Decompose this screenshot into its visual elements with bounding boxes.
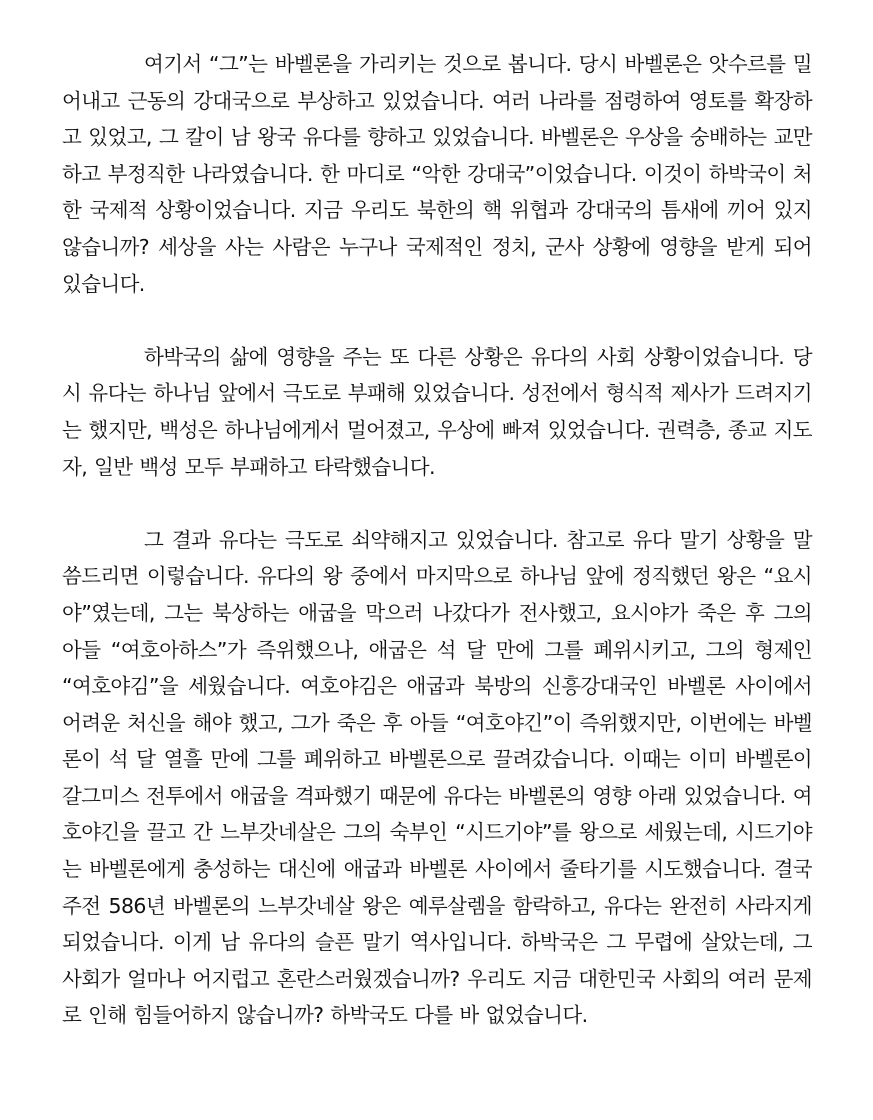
paragraph-judah-society: 하박국의 삶에 영향을 주는 또 다른 상황은 유다의 사회 상황이었습니다. 당시 유다는 하나님 앞에서 극도로 부패해 있었습니다. 성전에서 형식적 제사가 드려지기는 했지만, 백성은 하나님에게서 멀어졌고, 우상에 빠져 있었습니다. 권력층, 종교 지도자, 일반 백성 모두 부패하고 타락했습니다. xyxy=(62,344,812,479)
document-body xyxy=(62,46,812,1034)
paragraph-judah-last-days: 그 결과 유다는 극도로 쇠약해지고 있었습니다. 참고로 유다 말기 상황을 말씀드리면 이렇습니다. 유다의 왕 중에서 마지막으로 하나님 앞에 정직했던 왕은 “요시야”였는데, 그는 북상하는 애굽을 막으러 나갔다가 전사했고, 요시야가 죽은 후 그의 아들 “여호아하스”가 즉위했으나, 애굽은 석 달 만에 그를 폐위시키고, 그의 형제인 “여호야김”을 세웠습니다. 여호야김은 애굽과 북방의 신흥강대국인 바벨론 사이에서 어려운 처신을 해야 했고, 그가 죽은 후 아들 “여호야긴”이 즉위했지만, 이번에는 바벨론이 석 달 열흘 만에 그를 폐위하고 바벨론으로 끌려갔습니다. 이때는 이미 바벨론이 갈그미스 전투에서 애굽을 격파했기 때문에 유다는 바벨론의 영향 아래 있었습니다. 여호야긴을 끌고 간 느부갓네살은 그의 숙부인 “시드기야”를 왕으로 세웠는데, 시드기야는 바벨론에게 충성하는 대신에 애굽과 바벨론 사이에서 줄타기를 시도했습니다. 결국 주전 586년 바벨론의 느부갓네살 왕은 예루살렘을 함락하고, 유다는 완전히 사라지게 되었습니다. 이게 남 유다의 슬픈 말기 역사입니다. 하박국은 그 무렵에 살았는데, 그 사회가 얼마나 어지럽고 혼란스러웠겠습니까? 우리도 지금 대한민국 사회의 여러 문제로 인해 힘들어하지 않습니까? 하박국도 다를 바 없었습니다. xyxy=(62,527,812,1028)
paragraph-babylon-international: 여기서 “그”는 바벨론을 가리키는 것으로 봅니다. 당시 바벨론은 앗수르를 밀어내고 근동의 강대국으로 부상하고 있었습니다. 여러 나라를 점령하여 영토를 확장하고 있었고, 그 칼이 남 왕국 유다를 향하고 있었습니다. 바벨론은 우상을 숭배하는 교만하고 부정직한 나라였습니다. 한 마디로 “악한 강대국”이었습니다. 이것이 하박국이 처한 국제적 상황이었습니다. 지금 우리도 북한의 핵 위협과 강대국의 틈새에 끼어 있지 않습니까? 세상을 사는 사람은 누구나 국제적인 정치, 군사 상황에 영향을 받게 되어 있습니다. xyxy=(62,52,812,296)
